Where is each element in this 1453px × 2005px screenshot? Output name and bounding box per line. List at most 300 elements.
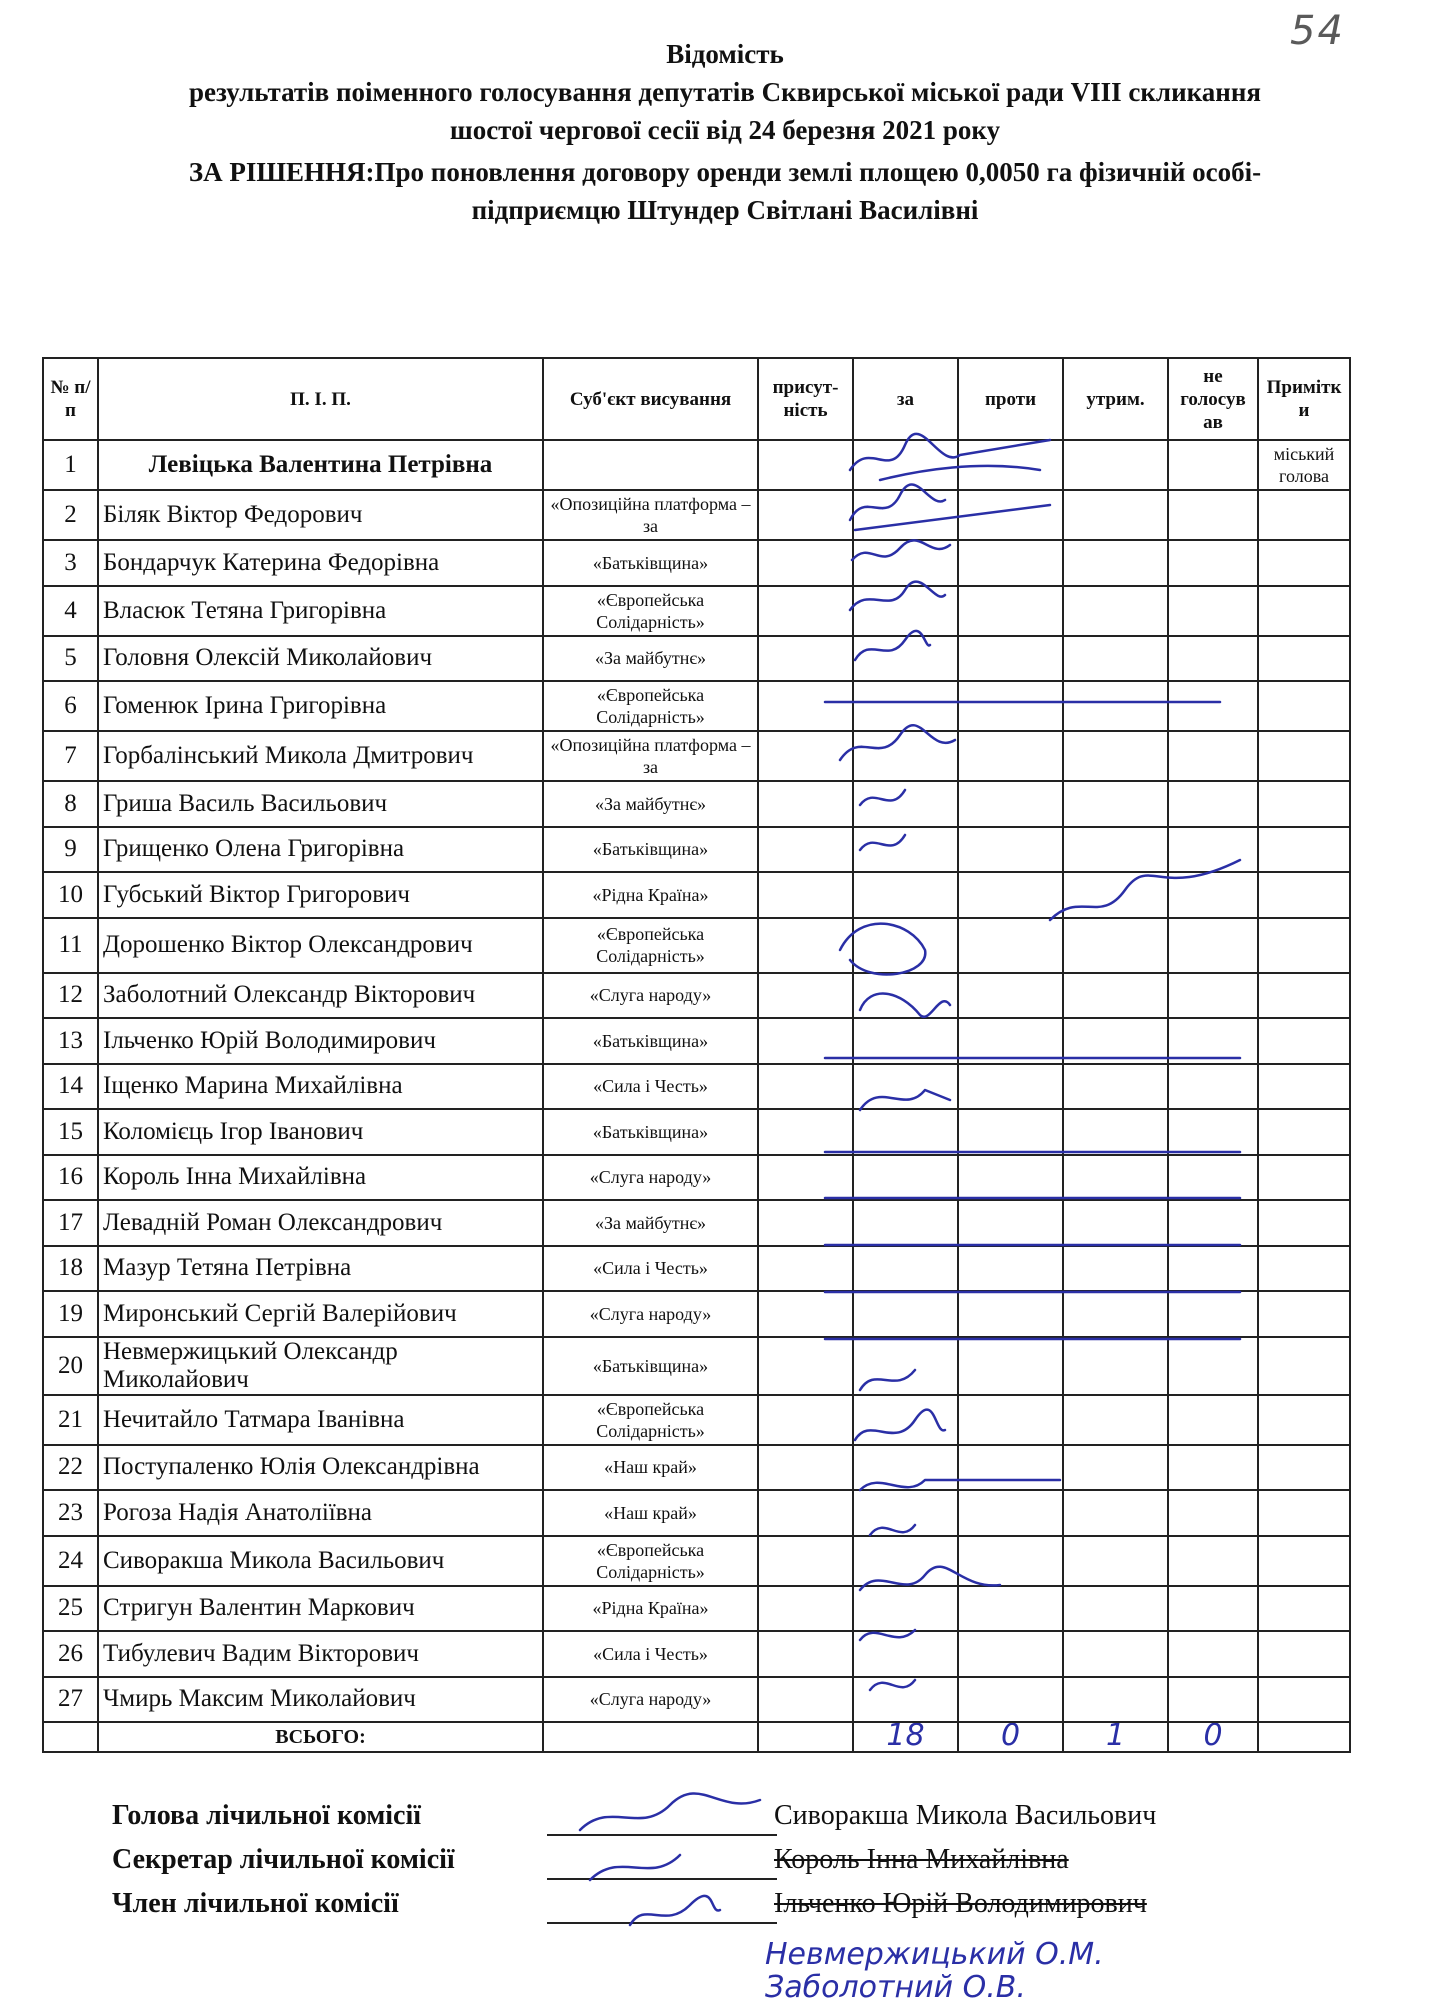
vote-against-cell (958, 1631, 1063, 1677)
note-cell (1258, 586, 1350, 636)
vote-for-cell (853, 540, 958, 586)
table-row (43, 1445, 1350, 1491)
chair-role: Голова лічильної комісії (112, 1800, 422, 1831)
note-cell (1258, 1246, 1350, 1292)
vote-for-cell (853, 636, 958, 682)
header-note: Примітк и (1258, 358, 1350, 440)
handwritten-member-name-1: Невмержицький О.М. (765, 1937, 1104, 1972)
present-cell (758, 440, 853, 490)
vote-for-cell (853, 1395, 958, 1445)
table-row (43, 1246, 1350, 1292)
vote-for-cell (853, 973, 958, 1019)
present-cell (758, 781, 853, 827)
vote-for-cell (853, 827, 958, 873)
table-row (43, 1018, 1350, 1064)
vote-for-cell (853, 872, 958, 918)
nominating-party: «Сила і Честь» (543, 1246, 758, 1292)
row-number: 27 (43, 1677, 98, 1723)
not-voted-cell (1168, 1155, 1258, 1201)
not-voted-cell (1168, 1677, 1258, 1723)
commission-chair-row (112, 1800, 1212, 1844)
not-voted-cell (1168, 636, 1258, 682)
nominating-party: «Європейська Солідарність» (543, 918, 758, 973)
present-cell (758, 490, 853, 540)
vote-abstain-cell (1063, 1395, 1168, 1445)
present-cell (758, 1200, 853, 1246)
vote-against-cell (958, 1064, 1063, 1110)
table-row (43, 1395, 1350, 1445)
not-voted-cell (1168, 1586, 1258, 1632)
note-cell (1258, 1155, 1350, 1201)
row-number: 26 (43, 1631, 98, 1677)
row-number: 10 (43, 872, 98, 918)
header-num: № п/п (43, 358, 98, 440)
not-voted-cell (1168, 918, 1258, 973)
vote-abstain-cell (1063, 540, 1168, 586)
table-row (43, 1155, 1350, 1201)
present-cell (758, 918, 853, 973)
present-cell (758, 540, 853, 586)
vote-against-cell (958, 1155, 1063, 1201)
present-cell (758, 872, 853, 918)
vote-abstain-cell (1063, 586, 1168, 636)
nominating-party: «Сила і Честь» (543, 1064, 758, 1110)
nominating-party: «Батьківщина» (543, 1018, 758, 1064)
deputy-name: Ільченко Юрій Володимирович (98, 1018, 543, 1064)
vote-abstain-cell (1063, 1586, 1168, 1632)
not-voted-cell (1168, 540, 1258, 586)
table-row (43, 636, 1350, 682)
table-row (43, 1337, 1350, 1395)
row-number: 21 (43, 1395, 98, 1445)
note-cell (1258, 636, 1350, 682)
present-cell (758, 1064, 853, 1110)
row-number: 20 (43, 1337, 98, 1395)
present-cell (758, 586, 853, 636)
deputy-name: Мазур Тетяна Петрівна (98, 1246, 543, 1292)
vote-for-cell (853, 1291, 958, 1337)
vote-abstain-cell (1063, 781, 1168, 827)
commission-member-row (112, 1888, 1212, 1932)
secretary-role: Секретар лічильної комісії (112, 1844, 455, 1875)
vote-for-cell (853, 1155, 958, 1201)
not-voted-cell (1168, 490, 1258, 540)
not-voted-cell (1168, 1064, 1258, 1110)
not-voted-cell (1168, 1337, 1258, 1395)
voting-table (42, 357, 1351, 1753)
present-cell (758, 827, 853, 873)
note-cell (1258, 973, 1350, 1019)
deputy-name: Чмирь Максим Миколайович (98, 1677, 543, 1723)
row-number: 15 (43, 1109, 98, 1155)
table-row (43, 540, 1350, 586)
deputy-name: Бондарчук Катерина Федорівна (98, 540, 543, 586)
vote-for-cell (853, 1631, 958, 1677)
deputy-name: Рогоза Надія Анатоліївна (98, 1490, 543, 1536)
vote-abstain-cell (1063, 1291, 1168, 1337)
vote-for-cell (853, 1200, 958, 1246)
note-cell (1258, 1018, 1350, 1064)
table-row (43, 681, 1350, 731)
vote-for-cell (853, 1018, 958, 1064)
not-voted-cell (1168, 1109, 1258, 1155)
table-row (43, 1677, 1350, 1723)
vote-abstain-cell (1063, 1018, 1168, 1064)
note-cell (1258, 1536, 1350, 1586)
vote-for-cell (853, 440, 958, 490)
note-cell (1258, 490, 1350, 540)
vote-against-cell (958, 1536, 1063, 1586)
nominating-party: «Опозиційна платформа – за (543, 490, 758, 540)
vote-against-cell (958, 731, 1063, 781)
note-cell (1258, 1200, 1350, 1246)
vote-for-cell (853, 1109, 958, 1155)
total-against: 0 (1000, 1722, 1021, 1752)
row-number: 16 (43, 1155, 98, 1201)
note-cell (1258, 731, 1350, 781)
deputy-name: Левадній Роман Олександрович (98, 1200, 543, 1246)
counting-commission (112, 1800, 1212, 1932)
vote-against-cell (958, 918, 1063, 973)
present-cell (758, 1018, 853, 1064)
session-line: шостої чергової сесії від 24 березня 2021 року (449, 115, 1001, 145)
deputy-name: Головня Олексій Миколайович (98, 636, 543, 682)
row-number: 19 (43, 1291, 98, 1337)
vote-abstain-cell (1063, 731, 1168, 781)
vote-for-cell (853, 918, 958, 973)
nominating-party: «Батьківщина» (543, 540, 758, 586)
vote-for-cell (853, 1586, 958, 1632)
note-cell (1258, 681, 1350, 731)
deputy-name: Король Інна Михайлівна (98, 1155, 543, 1201)
vote-for-cell (853, 681, 958, 731)
vote-abstain-cell (1063, 1337, 1168, 1395)
vote-against-cell (958, 540, 1063, 586)
note-cell (1258, 540, 1350, 586)
present-cell (758, 681, 853, 731)
document-heading (40, 35, 1410, 229)
note-cell (1258, 1445, 1350, 1491)
not-voted-cell (1168, 1445, 1258, 1491)
vote-for-cell (853, 1337, 958, 1395)
nominating-party: «Сила і Честь» (543, 1631, 758, 1677)
nominating-party: «Європейська Солідарність» (543, 681, 758, 731)
table-header-row (43, 358, 1350, 440)
member-role: Член лічильної комісії (112, 1888, 399, 1919)
nominating-party: «Слуга народу» (543, 973, 758, 1019)
total-row (43, 1722, 1350, 1752)
vote-for-cell (853, 1064, 958, 1110)
deputy-name: Заболотний Олександр Вікторович (98, 973, 543, 1019)
table-row (43, 1200, 1350, 1246)
vote-abstain-cell (1063, 636, 1168, 682)
nominating-party: «Слуга народу» (543, 1677, 758, 1723)
table-row (43, 1064, 1350, 1110)
table-row (43, 872, 1350, 918)
table-row (43, 918, 1350, 973)
chair-name: Сиворакша Микола Васильович (774, 1800, 1157, 1831)
nominating-party (543, 440, 758, 490)
row-number: 25 (43, 1586, 98, 1632)
note-cell (1258, 1490, 1350, 1536)
row-number: 13 (43, 1018, 98, 1064)
chair-signature-line (547, 1834, 777, 1836)
vote-against-cell (958, 1109, 1063, 1155)
row-number: 4 (43, 586, 98, 636)
vote-abstain-cell (1063, 681, 1168, 731)
table-row (43, 1109, 1350, 1155)
note-cell (1258, 1109, 1350, 1155)
not-voted-cell (1168, 440, 1258, 490)
nominating-party: «Європейська Солідарність» (543, 586, 758, 636)
total-for: 18 (886, 1722, 925, 1752)
not-voted-cell (1168, 1490, 1258, 1536)
table-row (43, 586, 1350, 636)
member-signature-line (547, 1922, 777, 1924)
nominating-party: «За майбутнє» (543, 636, 758, 682)
header-abstain: утрим. (1063, 358, 1168, 440)
nominating-party: «Рідна Країна» (543, 872, 758, 918)
header-for: за (853, 358, 958, 440)
vote-for-cell (853, 1490, 958, 1536)
vote-against-cell (958, 1337, 1063, 1395)
vote-abstain-cell (1063, 1631, 1168, 1677)
not-voted-cell (1168, 1291, 1258, 1337)
nominating-party: «Батьківщина» (543, 1109, 758, 1155)
vote-against-cell (958, 636, 1063, 682)
note-cell: міський голова (1258, 440, 1350, 490)
present-cell (758, 1445, 853, 1491)
secretary-name: Король Інна Михайлівна (774, 1844, 1069, 1875)
deputy-name: Левіцька Валентина Петрівна (98, 440, 543, 490)
vote-abstain-cell (1063, 1490, 1168, 1536)
deputy-name: Миронський Сергій Валерійович (98, 1291, 543, 1337)
row-number: 9 (43, 827, 98, 873)
not-voted-cell (1168, 1018, 1258, 1064)
deputy-name: Гриша Василь Васильович (98, 781, 543, 827)
vote-for-cell (853, 490, 958, 540)
table-row (43, 1490, 1350, 1536)
row-number: 24 (43, 1536, 98, 1586)
nominating-party: «Батьківщина» (543, 827, 758, 873)
note-cell (1258, 1677, 1350, 1723)
vote-against-cell (958, 872, 1063, 918)
nominating-party: «За майбутнє» (543, 1200, 758, 1246)
deputy-name: Невмержицький Олександр Миколайович (98, 1337, 543, 1395)
note-cell (1258, 781, 1350, 827)
not-voted-cell (1168, 973, 1258, 1019)
vote-abstain-cell (1063, 872, 1168, 918)
table-row (43, 731, 1350, 781)
table-row (43, 490, 1350, 540)
deputy-name: Губський Віктор Григорович (98, 872, 543, 918)
not-voted-cell (1168, 1246, 1258, 1292)
present-cell (758, 1337, 853, 1395)
vote-abstain-cell (1063, 1445, 1168, 1491)
vote-against-cell (958, 440, 1063, 490)
document-subtitle: результатів поіменного голосування депутатів Сквирської міської ради VIII скликання (188, 77, 1262, 107)
not-voted-cell (1168, 681, 1258, 731)
vote-abstain-cell (1063, 490, 1168, 540)
row-number: 17 (43, 1200, 98, 1246)
note-cell (1258, 918, 1350, 973)
present-cell (758, 1586, 853, 1632)
commission-secretary-row (112, 1844, 1212, 1888)
vote-against-cell (958, 1586, 1063, 1632)
present-cell (758, 1246, 853, 1292)
vote-against-cell (958, 1018, 1063, 1064)
vote-abstain-cell (1063, 918, 1168, 973)
nominating-party: «Наш край» (543, 1490, 758, 1536)
present-cell (758, 1109, 853, 1155)
vote-for-cell (853, 781, 958, 827)
total-abstain: 1 (1105, 1722, 1126, 1752)
vote-against-cell (958, 1677, 1063, 1723)
present-cell (758, 636, 853, 682)
row-number: 22 (43, 1445, 98, 1491)
nominating-party: «За майбутнє» (543, 781, 758, 827)
vote-against-cell (958, 1395, 1063, 1445)
row-number: 2 (43, 490, 98, 540)
table-row (43, 827, 1350, 873)
nominating-party: «Опозиційна платформа – за (543, 731, 758, 781)
vote-against-cell (958, 1246, 1063, 1292)
not-voted-cell (1168, 1536, 1258, 1586)
nominating-party: «Рідна Країна» (543, 1586, 758, 1632)
row-number: 14 (43, 1064, 98, 1110)
not-voted-cell (1168, 731, 1258, 781)
note-cell (1258, 1291, 1350, 1337)
header-against: проти (958, 358, 1063, 440)
vote-abstain-cell (1063, 1246, 1168, 1292)
present-cell (758, 1677, 853, 1723)
vote-for-cell (853, 1445, 958, 1491)
vote-for-cell (853, 1536, 958, 1586)
note-cell (1258, 827, 1350, 873)
vote-against-cell (958, 586, 1063, 636)
decision-line-2: підприємцю Штундер Світлані Василівні (471, 195, 979, 225)
vote-abstain-cell (1063, 827, 1168, 873)
nominating-party: «Слуга народу» (543, 1291, 758, 1337)
vote-abstain-cell (1063, 1536, 1168, 1586)
present-cell (758, 1395, 853, 1445)
total-label: ВСЬОГО: (98, 1722, 543, 1752)
vote-against-cell (958, 1200, 1063, 1246)
table-row (43, 1536, 1350, 1586)
deputy-name: Грищенко Олена Григорівна (98, 827, 543, 873)
vote-abstain-cell (1063, 973, 1168, 1019)
deputy-name: Біляк Віктор Федорович (98, 490, 543, 540)
row-number: 7 (43, 731, 98, 781)
header-party: Суб'єкт висування (543, 358, 758, 440)
deputy-name: Сиворакша Микола Васильович (98, 1536, 543, 1586)
vote-against-cell (958, 973, 1063, 1019)
row-number: 23 (43, 1490, 98, 1536)
table-row (43, 1586, 1350, 1632)
deputy-name: Дорошенко Віктор Олександрович (98, 918, 543, 973)
table-row (43, 781, 1350, 827)
vote-for-cell (853, 1677, 958, 1723)
present-cell (758, 1490, 853, 1536)
vote-abstain-cell (1063, 1200, 1168, 1246)
row-number: 18 (43, 1246, 98, 1292)
table-row (43, 1631, 1350, 1677)
nominating-party: «Слуга народу» (543, 1155, 758, 1201)
vote-against-cell (958, 1490, 1063, 1536)
nominating-party: «Європейська Солідарність» (543, 1395, 758, 1445)
decision-line-1: ЗА РІШЕННЯ:Про поновлення договору оренди землі площею 0,0050 га фізичній особі- (188, 157, 1262, 187)
deputy-name: Гоменюк Ірина Григорівна (98, 681, 543, 731)
nominating-party: «Європейська Солідарність» (543, 1536, 758, 1586)
present-cell (758, 1631, 853, 1677)
note-cell (1258, 1395, 1350, 1445)
vote-for-cell (853, 586, 958, 636)
table-row (43, 440, 1350, 490)
row-number: 12 (43, 973, 98, 1019)
handwritten-member-name-2: Заболотний О.В. (765, 1970, 1026, 2005)
row-number: 1 (43, 440, 98, 490)
vote-against-cell (958, 1445, 1063, 1491)
document-title: Відомість (666, 39, 784, 69)
deputy-name: Іщенко Марина Михайлівна (98, 1064, 543, 1110)
present-cell (758, 1536, 853, 1586)
vote-against-cell (958, 1291, 1063, 1337)
vote-against-cell (958, 490, 1063, 540)
not-voted-cell (1168, 586, 1258, 636)
secretary-signature-line (547, 1878, 777, 1880)
page-number: 54 (1290, 8, 1345, 54)
deputy-name: Горбалінський Микола Дмитрович (98, 731, 543, 781)
member-name: Ільченко Юрій Володимирович (774, 1888, 1147, 1919)
row-number: 8 (43, 781, 98, 827)
row-number: 5 (43, 636, 98, 682)
vote-abstain-cell (1063, 1677, 1168, 1723)
note-cell (1258, 1631, 1350, 1677)
table-row (43, 973, 1350, 1019)
vote-abstain-cell (1063, 1064, 1168, 1110)
header-present: присут-ність (758, 358, 853, 440)
present-cell (758, 1155, 853, 1201)
not-voted-cell (1168, 781, 1258, 827)
vote-for-cell (853, 731, 958, 781)
row-number: 6 (43, 681, 98, 731)
deputy-name: Нечитайло Татмара Іванівна (98, 1395, 543, 1445)
vote-abstain-cell (1063, 1155, 1168, 1201)
row-number: 11 (43, 918, 98, 973)
table-row (43, 1291, 1350, 1337)
total-not-voted: 0 (1203, 1722, 1223, 1752)
note-cell (1258, 872, 1350, 918)
not-voted-cell (1168, 1200, 1258, 1246)
present-cell (758, 731, 853, 781)
vote-against-cell (958, 827, 1063, 873)
row-number: 3 (43, 540, 98, 586)
not-voted-cell (1168, 1631, 1258, 1677)
present-cell (758, 973, 853, 1019)
nominating-party: «Батьківщина» (543, 1337, 758, 1395)
deputy-name: Тибулевич Вадим Вікторович (98, 1631, 543, 1677)
nominating-party: «Наш край» (543, 1445, 758, 1491)
vote-abstain-cell (1063, 1109, 1168, 1155)
header-name: П. І. П. (98, 358, 543, 440)
note-cell (1258, 1586, 1350, 1632)
deputy-name: Стригун Валентин Маркович (98, 1586, 543, 1632)
present-cell (758, 1291, 853, 1337)
deputy-name: Власюк Тетяна Григорівна (98, 586, 543, 636)
vote-against-cell (958, 781, 1063, 827)
note-cell (1258, 1337, 1350, 1395)
not-voted-cell (1168, 872, 1258, 918)
